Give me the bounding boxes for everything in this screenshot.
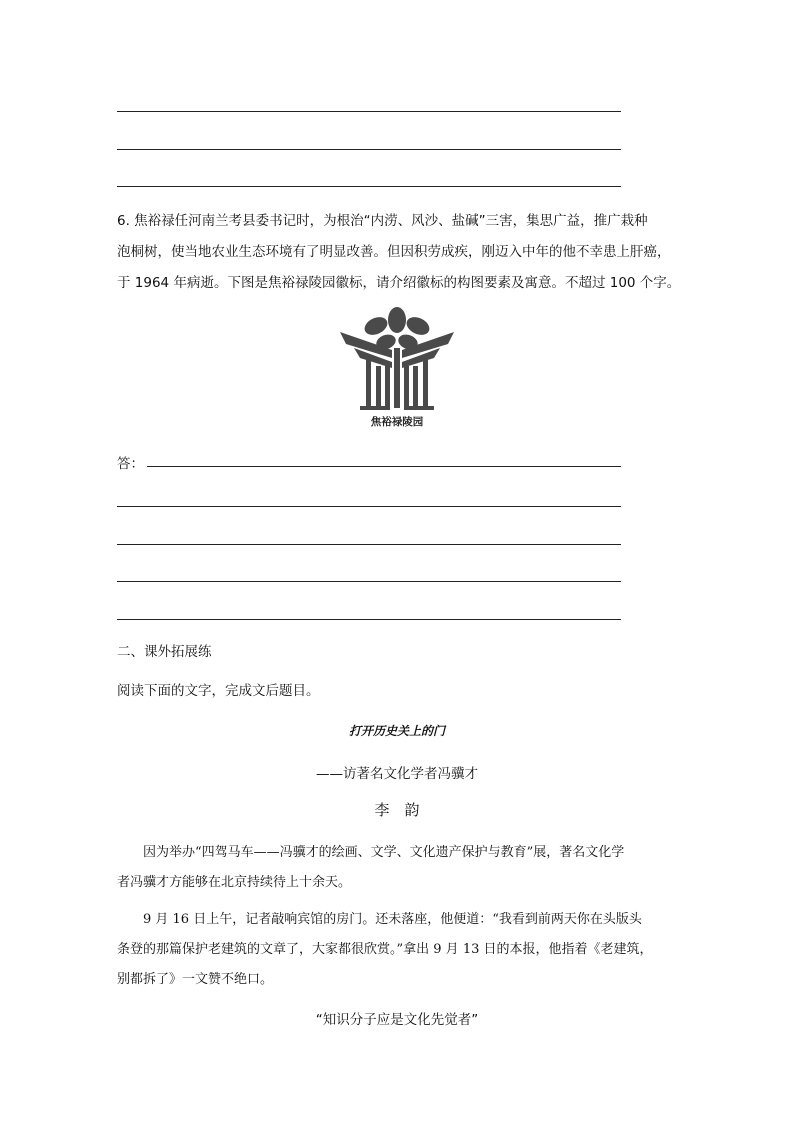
paragraph-1-line-1: 因为举办“四驾马车——冯骥才的绘画、文学、文化遗产保护与教育”展，著名文化学 xyxy=(117,845,625,860)
section-2-heading: 二、课外拓展练 xyxy=(117,644,212,660)
reading-instruction: 阅读下面的文字，完成文后题目。 xyxy=(117,683,320,699)
answer-line-prev-2 xyxy=(117,149,621,150)
answer-line-1[interactable] xyxy=(147,466,621,467)
paragraph-2-line-3: 别都拆了》一文赞不绝口。 xyxy=(117,972,274,987)
question-6-line-2: 泡桐树，使当地农业生态环境有了明显改善。但因积劳成疾，刚迈入中年的他不幸患上肝癌， xyxy=(117,244,671,260)
question-6-line-1: 6. 焦裕禄任河南兰考县委书记时，为根治“内涝、风沙、盐碱”三害，集思广益，推广栽种 xyxy=(117,213,648,229)
article-subtitle: ——访著名文化学者冯骥才 xyxy=(316,766,478,782)
article-paragraph-2 xyxy=(117,905,697,995)
article-section-heading: “知识分子应是文化先觉者” xyxy=(315,1012,479,1028)
paragraph-2-line-1: 9 月 16 日上午，记者敲响宾馆的房门。还未落座，他便道：“我看到前两天你在头版头 xyxy=(117,912,642,927)
answer-line-prev-1 xyxy=(117,111,621,112)
question-6-line-3: 于 1964 年病逝。下图是焦裕禄陵园徽标，请介绍徽标的构图要素及寓意。不超过 100 个字。 xyxy=(117,275,681,291)
question-6 xyxy=(117,206,687,299)
answer-line-4[interactable] xyxy=(117,581,621,582)
emblem-logo-icon xyxy=(330,302,464,430)
article-author: 李 韵 xyxy=(374,801,420,819)
answer-line-prev-3 xyxy=(117,186,621,187)
jiao-yulu-cemetery-emblem xyxy=(330,302,464,430)
answer-label: 答： xyxy=(117,456,144,472)
answer-line-3[interactable] xyxy=(117,544,621,545)
emblem-caption: 焦裕禄陵园 xyxy=(370,416,424,428)
article-paragraph-1 xyxy=(117,838,697,898)
paragraph-1-line-2: 者冯骥才方能够在北京持续待上十余天。 xyxy=(117,875,352,890)
article-title: 打开历史关上的门 xyxy=(348,724,445,738)
answer-line-5[interactable] xyxy=(117,619,621,620)
answer-line-2[interactable] xyxy=(117,506,621,507)
paragraph-2-line-2: 条登的那篇保护老建筑的文章了，大家都很欣赏。”拿出 9 月 13 日的本报，他指着《老建筑， xyxy=(117,942,653,957)
